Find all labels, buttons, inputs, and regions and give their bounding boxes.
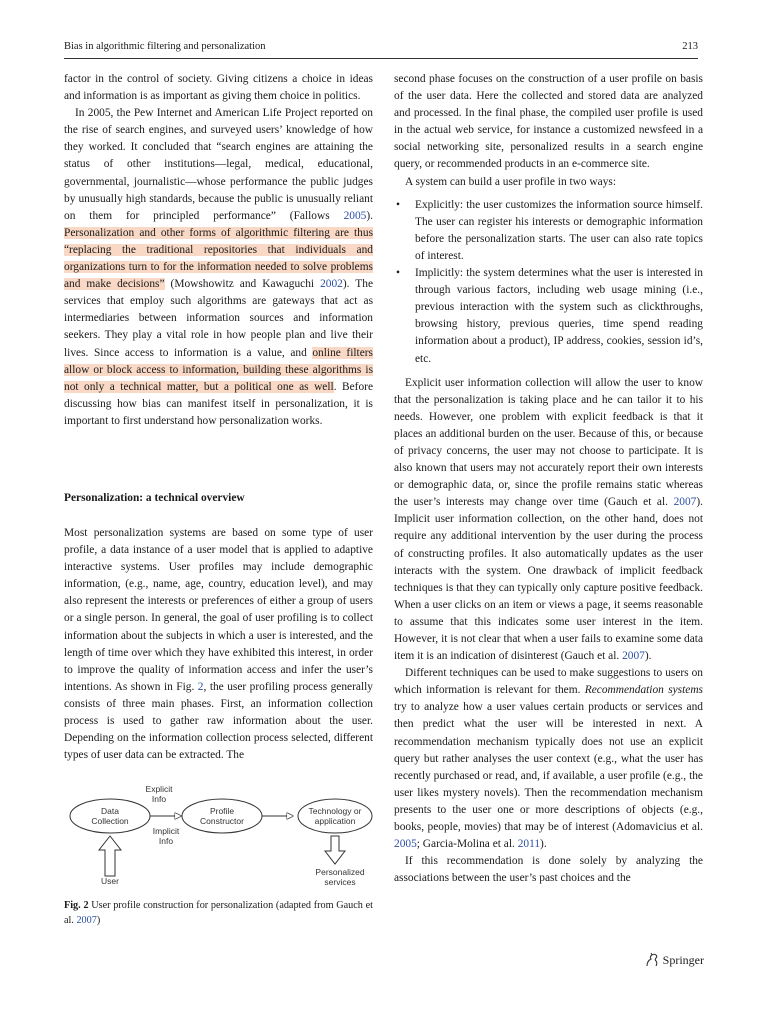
page-number: 213 — [682, 41, 698, 52]
user-label: User — [101, 876, 119, 886]
citation-link[interactable]: 2005 — [343, 209, 367, 222]
citation-link[interactable]: 2005 — [394, 838, 417, 851]
paragraph-continued: factor in the control of society. Giving citizens a choice in ideas and information is as important as giving them choice in politics. — [64, 73, 373, 103]
user-to-collection-arrow — [99, 836, 121, 876]
implicit-info-label: Implicit — [152, 826, 180, 836]
running-header — [64, 41, 698, 55]
diagram-svg — [64, 778, 373, 896]
springer-horse-icon — [644, 952, 660, 968]
left-column-lower — [64, 525, 373, 764]
highlight-annotation[interactable]: Personalization and other forms of algorithmic filtering are thus “replacing the traditional repositories that individuals and organizations turn to for the information needed to solve problems and make decisions” — [64, 226, 373, 291]
bullet-implicit: • Implicitly: the system determines what the user is interested in through various factors, including web usage mining (i.e., previous interaction with the system such as clickthroughs, browsing history, previous queries, time spend reading information about a product), IP address, cookies, session id’s, etc. — [396, 267, 703, 365]
svg-text:Info: Info — [158, 836, 174, 846]
publisher-footer — [644, 952, 704, 968]
right-column — [394, 71, 703, 887]
section-heading: Personalization: a technical overview — [64, 492, 245, 504]
figure-label: Fig. 2 — [64, 900, 89, 911]
explicit-info-label: Explicit — [145, 784, 173, 794]
app-to-services-arrow — [325, 836, 345, 864]
citation-link[interactable]: 2007 — [76, 914, 97, 926]
paragraph-associations: If this recommendation is done solely by analyzing the associations between the user’s past choices and the — [394, 855, 703, 885]
paragraph-pew: In 2005, the Pew Internet and American Life Project reported on the rise of search engines, and surveyed users’ knowledge of how they worked. It concluded that “search engines are attaining the status of other institutions—legal, medical, educational, governmental, journalistic—whose performance the public judges by unusually high standards, because the public is unusually reliant on them for principled performance” (Fallows 2005). Personalization and other forms of algorithmic filtering are thus “replacing the traditional repositories that individuals and organizations turn to for the information needed to solve problems and make decisions” (Mowshowitz and Kawaguchi 2002). The services that employ such algorithms are gateways that act as intermediaries between information sources and information seekers. They play a vital role in how people plan and live their lives. Since access to information is a value, and online filters allow or block access to information, building these algorithms is not only a technical matter, but a political one as well. Before discussing how bias can manifest itself in personalization, it is important to first understand how personalization works. — [64, 107, 374, 427]
paragraph-second-phase: second phase focuses on the construction of a user profile on basis of the user data. Here the collected and stored data are analyzed and processed. In the final phase, the compiled user profile is used in the actual web service, for instance a customized newsfeed in a social networking site, personalized results in a search engine query, or recommended products in an e-commerce site. — [394, 73, 703, 171]
svg-text:Technology or: Technology or — [308, 806, 362, 816]
svg-text:Info: Info — [151, 794, 167, 804]
svg-text:Collection: Collection — [91, 816, 129, 826]
figure-2-diagram — [64, 778, 373, 896]
svg-text:application: application — [314, 816, 356, 826]
paragraph-personalization: Most personalization systems are based on some type of user profile, a data instance of a user model that is applied to adaptive interactive systems. User profiles may include demographic information, (e.g., name, age, country, education level), and may also represent the interests or preferences of either a group of users or a single person. In general, the goal of user profiling is to collect information about the subjects in which a user is interested, and the length of time over which they have exhibited this interest, in order to improve the quality of information access and infer the user’s intentions. As shown in Fig. 2, the user profiling process generally consists of three main phases. First, an information collection process is used to gather raw information about the user. Depending on the information collection process selected, different types of user data can be extracted. The — [64, 527, 373, 762]
paragraph-recommendation: Different techniques can be used to make suggestions to users on which information is relevant for them. Recommendation systems try to analyze how a user values certain products or services and then predict what the user will be interested in next. A recommendation mechanism typically does not use an explicit query but rather analyses the user context (e.g., what the user has recently purchased or read, and, if available, a user profile (e.g., the user likes mystery novels). Then the recommendation mechanism presents to the user one or more descriptions of objects (e.g., books, people, movies) that may be of interest (Adomavicius et al. 2005; Garcia-Molina et al. 2011). — [394, 667, 703, 851]
svg-text:Constructor: Constructor — [200, 816, 244, 826]
paragraph-explicit-collection: Explicit user information collection will allow the user to know that the personalization is taking place and he can tailor it to his needs. However, one problem with explicit feedback is that it places an additional burden on the user. Because of this, or because of privacy concerns, the user may not choose to participate. It is also known that users may not accurately report their own interests or demographic data, or, since the profile remains static whereas the user’s interests may change over time (Gauch et al. 2007). Implicit user information collection, on the other hand, does not require any additional intervention by the user during the process of constructing profiles. It also automatically updates as the user interacts with the system. One drawback of implicit feedback techniques is that they can typically only capture positive feedback. When a user clicks on an item or views a page, it seems reasonable to assume that this indicates some user interest in the item. However, it is not clear that when a user fails to examine some data item it is an indication of disinterest (Gauch et al. 2007). — [394, 376, 703, 663]
bullet-list — [394, 197, 703, 368]
publisher-name: Springer — [662, 952, 704, 967]
bullet-dot-icon: • — [396, 198, 400, 211]
svg-text:Profile: Profile — [209, 806, 235, 816]
running-title: Bias in algorithmic filtering and personalization — [64, 41, 266, 52]
figure-ref-link[interactable]: 2 — [197, 680, 204, 693]
svg-text:services: services — [324, 877, 356, 887]
citation-link[interactable]: 2007 — [622, 650, 645, 663]
bullet-dot-icon: • — [396, 267, 400, 280]
highlight-annotation[interactable]: online filters allow or block access to information, building these algorithms is not only a technical matter, but a political one as well — [64, 346, 373, 393]
left-column — [64, 71, 373, 430]
citation-link[interactable]: 2011 — [517, 838, 541, 851]
svg-text:Data: Data — [101, 806, 119, 816]
header-rule — [64, 58, 698, 59]
paragraph-two-ways: A system can build a user profile in two ways: — [405, 175, 617, 188]
figure-caption: Fig. 2 User profile construction for personalization (adapted from Gauch et al. 2007) — [64, 900, 373, 926]
personalized-services-label: Personalized — [315, 867, 365, 877]
citation-link[interactable]: 2007 — [673, 496, 697, 509]
bullet-explicit: • Explicitly: the user customizes the information source himself. The user can register his interests or demographic information before the personalization starts. The user can also rate topics of interest. — [396, 198, 703, 262]
citation-link[interactable]: 2002 — [320, 278, 343, 291]
